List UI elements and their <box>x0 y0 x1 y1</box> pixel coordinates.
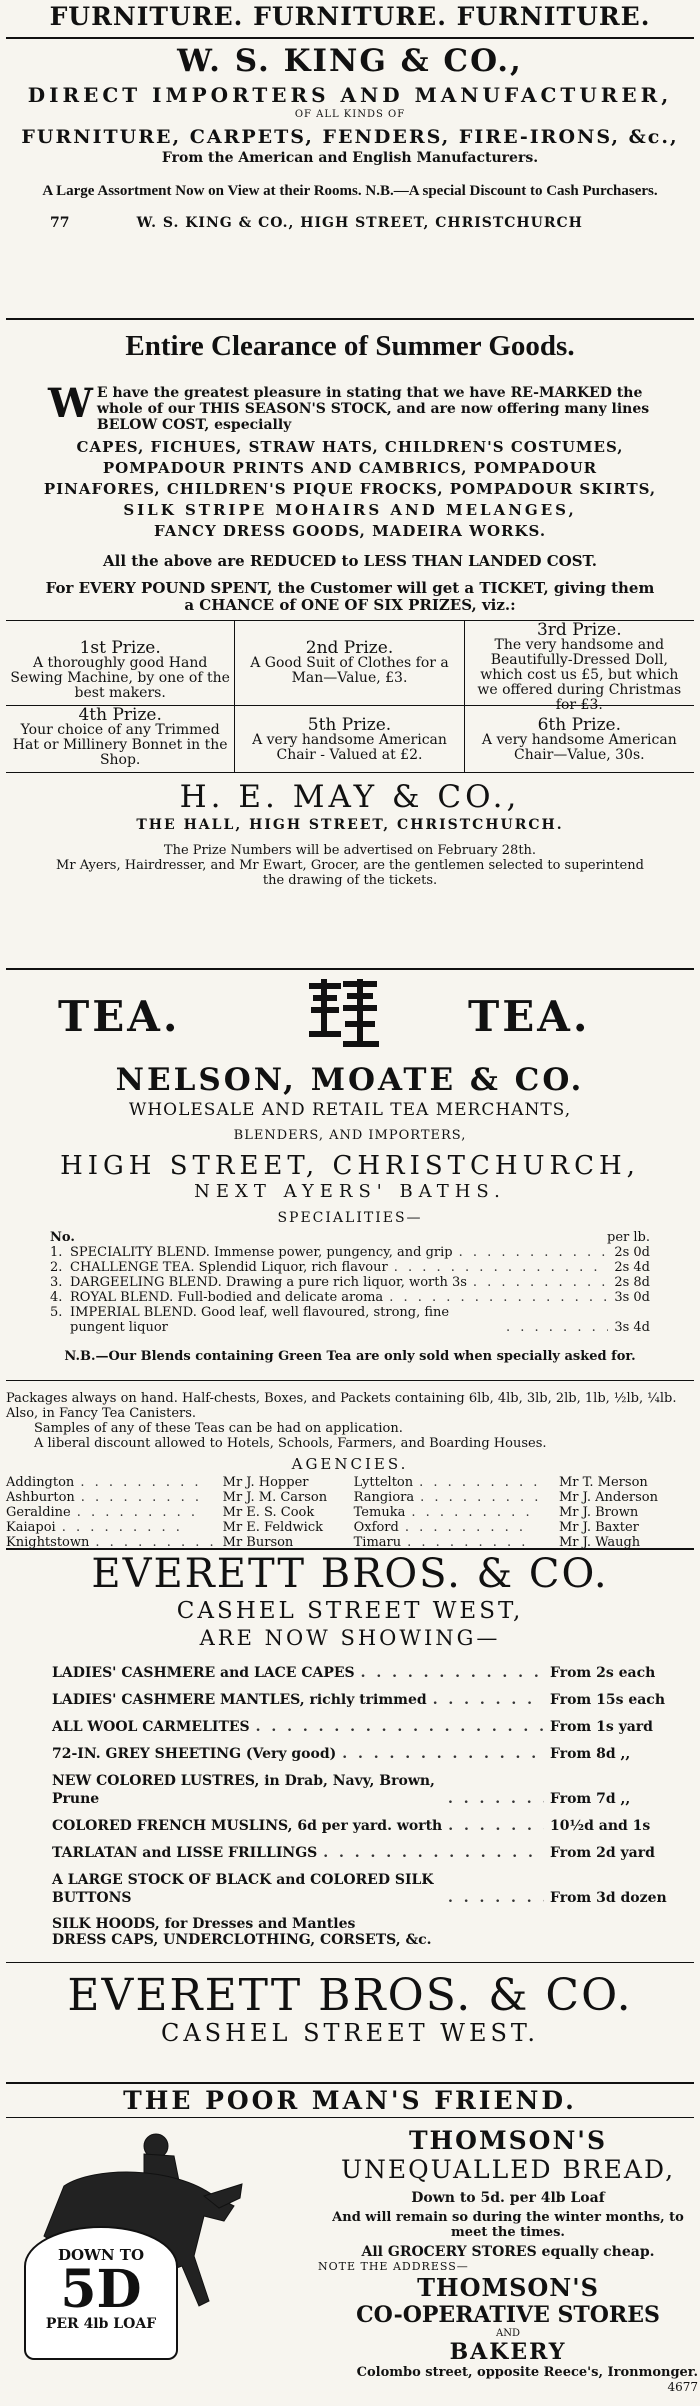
leader-dots <box>420 1490 553 1505</box>
everett-item-text: TARLATAN and LISSE FRILLINGS <box>52 1845 318 1861</box>
spec-list <box>50 1230 650 1335</box>
spec-num: 2. <box>50 1260 63 1275</box>
leader-dots <box>448 1889 544 1907</box>
everett-item-text: A LARGE STOCK OF BLACK and COLORED SILK BUTTONS <box>52 1872 434 1906</box>
nelson-packages <box>6 1391 694 1451</box>
prize-cell <box>235 705 464 772</box>
loaf-illustration <box>4 2126 244 2401</box>
thomson-num: 4677 <box>667 2380 698 2394</box>
spec-row <box>50 1275 650 1290</box>
agency-town: Lyttelton <box>353 1475 414 1490</box>
agency-town: Addington <box>6 1475 75 1490</box>
spec-price: 2s 8d <box>614 1275 650 1290</box>
king-banner: FURNITURE. FURNITURE. FURNITURE. <box>49 2 651 31</box>
king-line1: DIRECT IMPORTERS AND MANUFACTURER, <box>27 83 673 107</box>
everett-item-text: COLORED FRENCH MUSLINS, 6d per yard. worth <box>52 1818 443 1834</box>
leader-dots <box>411 1505 553 1520</box>
nelson-street: HIGH STREET, CHRISTCHURCH, <box>60 1151 640 1181</box>
badge-price: 5D <box>60 2259 142 2320</box>
may-note2: Mr Ayers, Hairdresser, and Mr Ewart, Grocer, are the gentlemen selected to superintend the drawing of the tickets. <box>56 858 644 888</box>
everett-item-price: From 3d dozen <box>550 1890 667 1906</box>
everett-item <box>52 1772 680 1808</box>
may-goods-line: FANCY DRESS GOODS, MADEIRA WORKS. <box>153 522 547 540</box>
prize-title: 1st Prize. <box>79 638 161 658</box>
leader-dots <box>256 1718 544 1736</box>
spec-price: 3s 0d <box>614 1290 650 1305</box>
nelson-nb: N.B.—Our Blends containing Green Tea are only sold when specially asked for. <box>64 1349 636 1364</box>
nelson-advert <box>0 972 700 1552</box>
agency-agent: Mr E. S. Cook <box>222 1505 315 1520</box>
thomson-advert <box>0 2086 700 2406</box>
everett-name2: EVERETT BROS. & CO. <box>67 1970 633 2021</box>
agency-agent: Mr E. Feldwick <box>222 1520 323 1535</box>
tea-right: TEA. <box>468 992 591 1041</box>
may-advert <box>0 322 700 897</box>
agency-row <box>354 1505 694 1520</box>
prize-cell <box>465 620 694 713</box>
king-of-all: OF ALL KINDS OF <box>294 109 406 120</box>
thomson-remain: And will remain so during the winter months, to meet the times. <box>332 2210 684 2240</box>
everett-item <box>52 1871 680 1907</box>
prize-desc: A Good Suit of Clothes for a Man—Value, £3. <box>250 655 449 686</box>
nelson-pack2: Samples of any of these Teas can be had on application. <box>34 1421 403 1436</box>
badge-down: DOWN TO <box>57 2246 145 2264</box>
agency-town: Timaru <box>353 1535 402 1550</box>
leader-dots <box>405 1520 553 1535</box>
spec-price: 3s 4d <box>614 1320 650 1335</box>
king-address: W. S. KING & CO., HIGH STREET, CHRISTCHURCH <box>136 215 583 231</box>
prize-table <box>6 620 694 773</box>
agency-row <box>6 1520 348 1535</box>
leader-dots <box>62 1520 217 1535</box>
prize-title: 4th Prize. <box>78 705 162 725</box>
agency-row <box>354 1520 694 1535</box>
leader-dots <box>81 1490 217 1505</box>
may-goods-line: SILK STRIPE MOHAIRS AND MELANGES, <box>123 501 577 519</box>
everett-item-price: From 2s each <box>550 1665 656 1681</box>
agency-agent: Mr J. Baxter <box>559 1520 639 1535</box>
thomson-stores2: CO-OPERATIVE STORES <box>356 2302 660 2328</box>
spec-row <box>50 1260 650 1275</box>
thomson-grocery: All GROCERY STORES equally cheap. <box>361 2244 655 2260</box>
leader-dots <box>80 1475 216 1490</box>
agency-row <box>354 1490 694 1505</box>
leader-dots <box>448 1817 544 1835</box>
prize-desc: A thoroughly good Hand Sewing Machine, by one of the best makers. <box>10 655 230 701</box>
chinese-character-icon <box>302 974 382 1054</box>
may-heading: Entire Clearance of Summer Goods. <box>125 330 575 362</box>
agency-town: Geraldine <box>6 1505 71 1520</box>
leader-dots <box>459 1245 609 1260</box>
spec-row <box>50 1245 650 1260</box>
thomson-down: Down to 5d. per 4lb Loaf <box>411 2190 605 2206</box>
king-advert <box>0 0 700 318</box>
everett-item <box>52 1664 680 1682</box>
prize-cell <box>465 705 694 772</box>
nelson-next: NEXT AYERS' BATHS. <box>194 1181 506 1202</box>
agency-town: Oxford <box>353 1520 399 1535</box>
prize-cell <box>6 705 235 772</box>
everett-item <box>52 1844 680 1862</box>
agencies-head: AGENCIES. <box>291 1455 409 1473</box>
everett-item-price: From 7d ,, <box>550 1791 631 1807</box>
spec-num: 4. <box>50 1290 63 1305</box>
agency-row <box>6 1490 348 1505</box>
prize-title: 6th Prize. <box>537 715 622 735</box>
divider <box>6 318 694 320</box>
agency-town: Knightstown <box>6 1535 90 1550</box>
leader-dots <box>323 1844 544 1862</box>
agency-agent: Mr J. Anderson <box>559 1490 658 1505</box>
leader-dots <box>506 1320 608 1335</box>
divider <box>6 1380 694 1381</box>
agency-row <box>354 1475 694 1490</box>
may-name: H. E. MAY & CO., <box>179 779 521 815</box>
king-assort: A Large Assortment Now on View at their Rooms. N.B.—A special Discount to Cash Purchasers. <box>42 183 658 199</box>
tea-left: TEA. <box>58 992 181 1041</box>
agency-agent: Mr T. Merson <box>559 1475 648 1490</box>
nelson-pack3: A liberal discount allowed to Hotels, Schools, Farmers, and Boarding Houses. <box>34 1436 547 1451</box>
thomson-bakery: BAKERY <box>449 2339 567 2365</box>
tea-header <box>0 972 700 1058</box>
may-note1: The Prize Numbers will be advertised on February 28th. <box>163 843 537 858</box>
leader-dots <box>361 1664 544 1682</box>
spec-num: 5. <box>50 1305 63 1320</box>
everett-item-text: 72-IN. GREY SHEETING (Very good) <box>52 1746 337 1762</box>
everett-street: CASHEL STREET WEST, <box>176 1598 524 1624</box>
agency-town: Rangiora <box>353 1490 415 1505</box>
king-line2: FURNITURE, CARPETS, FENDERS, FIRE-IRONS, &c., <box>21 126 679 148</box>
spec-header-row <box>50 1230 650 1245</box>
agency-list <box>0 1475 700 1550</box>
spec-text: CHALLENGE TEA. Splendid Liquor, rich flavour <box>70 1260 388 1275</box>
divider <box>6 1548 694 1550</box>
prize-desc: Your choice of any Trimmed Hat or Millinery Bonnet in the Shop. <box>12 722 228 768</box>
king-name: W. S. KING & CO., <box>177 43 523 79</box>
leader-dots <box>433 1691 544 1709</box>
divider <box>6 37 694 39</box>
nelson-sub1: WHOLESALE AND RETAIL TEA MERCHANTS, <box>128 1100 572 1120</box>
everett-item <box>52 1691 680 1709</box>
spec-price: 2s 0d <box>614 1245 650 1260</box>
agency-agent: Mr J. Hopper <box>222 1475 309 1490</box>
leader-dots <box>342 1745 544 1763</box>
everett-item <box>52 1745 680 1763</box>
everett-item-text: LADIES' CASHMERE MANTLES, richly trimmed <box>52 1692 427 1708</box>
prize-desc: The very handsome and Beautifully-Dressed Doll, which cost us £5, but which we offered during Christmas for £3. <box>477 637 682 713</box>
leader-dots <box>77 1505 217 1520</box>
everett-name: EVERETT BROS. & CO. <box>91 1551 609 1597</box>
agency-agent: Mr J. M. Carson <box>222 1490 328 1505</box>
everett-dress: DRESS CAPS, UNDERCLOTHING, CORSETS, &c. <box>52 1932 432 1948</box>
thomson-name: THOMSON'S <box>408 2126 608 2155</box>
everett-showing: ARE NOW SHOWING— <box>199 1626 501 1650</box>
everett-item-text: ALL WOOL CARMELITES <box>52 1719 250 1735</box>
prize-cell <box>235 621 464 705</box>
may-goods <box>0 437 700 542</box>
may-intro-text: E have the greatest pleasure in stating that we have RE-MARKED the whole of our THIS SEASON'S STOCK, and are now offering many lines BELOW COST, especially <box>96 385 650 433</box>
may-intro <box>48 380 684 433</box>
may-reduced: All the above are REDUCED to LESS THAN LANDED COST. <box>103 552 597 570</box>
may-dropcap: W <box>48 380 93 427</box>
agency-agent: Mr J. Waugh <box>559 1535 641 1550</box>
king-num: 77 <box>50 215 70 231</box>
may-goods-line: PINAFORES, CHILDREN'S PIQUE FROCKS, POMPADOUR SKIRTS, <box>43 480 657 498</box>
spec-num: 3. <box>50 1275 63 1290</box>
price-badge <box>24 2226 178 2360</box>
prize-cell <box>6 621 235 705</box>
prize-title: 5th Prize. <box>307 715 392 735</box>
agency-agent: Mr Burson <box>222 1535 294 1550</box>
may-goods-line: CAPES, FICHUES, STRAW HATS, CHILDREN'S COSTUMES, <box>76 438 624 456</box>
thomson-banner: THE POOR MAN'S FRIEND. <box>123 2086 577 2115</box>
thomson-text <box>318 2126 698 2394</box>
everett-item-text: LADIES' CASHMERE and LACE CAPES <box>52 1665 355 1681</box>
everett-item-price: From 15s each <box>550 1692 666 1708</box>
spec-text: ROYAL BLEND. Full-bodied and delicate aroma <box>70 1290 384 1305</box>
everett-item-price: From 2d yard <box>550 1845 655 1861</box>
everett-advert <box>0 1551 700 2047</box>
divider <box>6 2117 694 2118</box>
spec-text: IMPERIAL BLEND. Good leaf, well flavoured, strong, fine pungent liquor <box>70 1305 450 1335</box>
prize-title: 2nd Prize. <box>305 638 394 658</box>
agency-town: Kaiapoi <box>6 1520 56 1535</box>
spec-row <box>50 1290 650 1305</box>
leader-dots <box>473 1275 608 1290</box>
leader-dots <box>419 1475 553 1490</box>
thomson-stores1: THOMSON'S <box>417 2273 599 2302</box>
nelson-pack1: Packages always on hand. Half-chests, Boxes, and Packets containing 6lb, 4lb, 3lb, 2lb, 1lb, ½lb, ¼lb. Also, in Fancy Tea Canisters. <box>6 1391 677 1421</box>
divider <box>6 1962 694 1963</box>
nelson-spec-head: SPECIALITIES— <box>277 1210 423 1226</box>
leader-dots <box>394 1260 609 1275</box>
spec-num: 1. <box>50 1245 63 1260</box>
may-goods-line: POMPADOUR PRINTS AND CAMBRICS, POMPADOUR <box>102 459 598 477</box>
badge-per: PER 4lb LOAF <box>45 2316 157 2332</box>
agency-town: Ashburton <box>6 1490 75 1505</box>
agency-agent: Mr J. Brown <box>559 1505 639 1520</box>
thomson-bread: UNEQUALLED BREAD, <box>340 2155 676 2184</box>
agency-town: Temuka <box>353 1505 406 1520</box>
divider <box>6 968 694 970</box>
everett-list <box>52 1664 680 1907</box>
everett-item-price: From 8d ,, <box>550 1746 631 1762</box>
leader-dots <box>448 1790 544 1808</box>
nelson-sub2: BLENDERS, AND IMPORTERS, <box>233 1128 467 1143</box>
may-pound: For EVERY POUND SPENT, the Customer will get a TICKET, giving them a CHANCE of ONE OF SIX PRIZES, viz.: <box>45 579 655 614</box>
everett-item-price: 10½d and 1s <box>550 1818 651 1834</box>
spec-price: 2s 4d <box>614 1260 650 1275</box>
spec-row <box>50 1305 650 1335</box>
spec-text: DARGEELING BLEND. Drawing a pure rich liquor, worth 3s <box>70 1275 467 1290</box>
everett-item <box>52 1817 680 1835</box>
everett-item-price: From 1s yard <box>550 1719 653 1735</box>
prize-title: 3rd Prize. <box>536 620 622 640</box>
everett-street2: CASHEL STREET WEST. <box>160 2019 540 2047</box>
king-address-row <box>50 215 650 231</box>
prize-desc: A very handsome American Chair—Value, 30s. <box>481 732 677 763</box>
king-from: From the American and English Manufacturers. <box>161 150 539 166</box>
agency-row <box>6 1475 348 1490</box>
agency-row <box>6 1505 348 1520</box>
everett-item <box>52 1718 680 1736</box>
thomson-note: NOTE THE ADDRESS— <box>318 2260 469 2273</box>
everett-silk: SILK HOODS, for Dresses and Mantles <box>52 1916 356 1932</box>
spec-no-label: No. <box>50 1230 75 1245</box>
everett-item-text: NEW COLORED LUSTRES, in Drab, Navy, Brown, Prune <box>52 1773 435 1807</box>
nelson-name: NELSON, MOATE & CO. <box>115 1062 585 1098</box>
spec-text: SPECIALITY BLEND. Immense power, pungency, and grip <box>70 1245 453 1260</box>
may-address: THE HALL, HIGH STREET, CHRISTCHURCH. <box>136 817 564 833</box>
leader-dots <box>389 1290 608 1305</box>
thomson-and: AND <box>496 2328 520 2339</box>
thomson-address: Colombo street, opposite Reece's, Ironmonger. <box>356 2365 698 2380</box>
divider <box>6 2082 694 2084</box>
prize-desc: A very handsome American Chair - Valued at £2. <box>252 732 447 763</box>
spec-perlb-label: per lb. <box>607 1230 650 1245</box>
